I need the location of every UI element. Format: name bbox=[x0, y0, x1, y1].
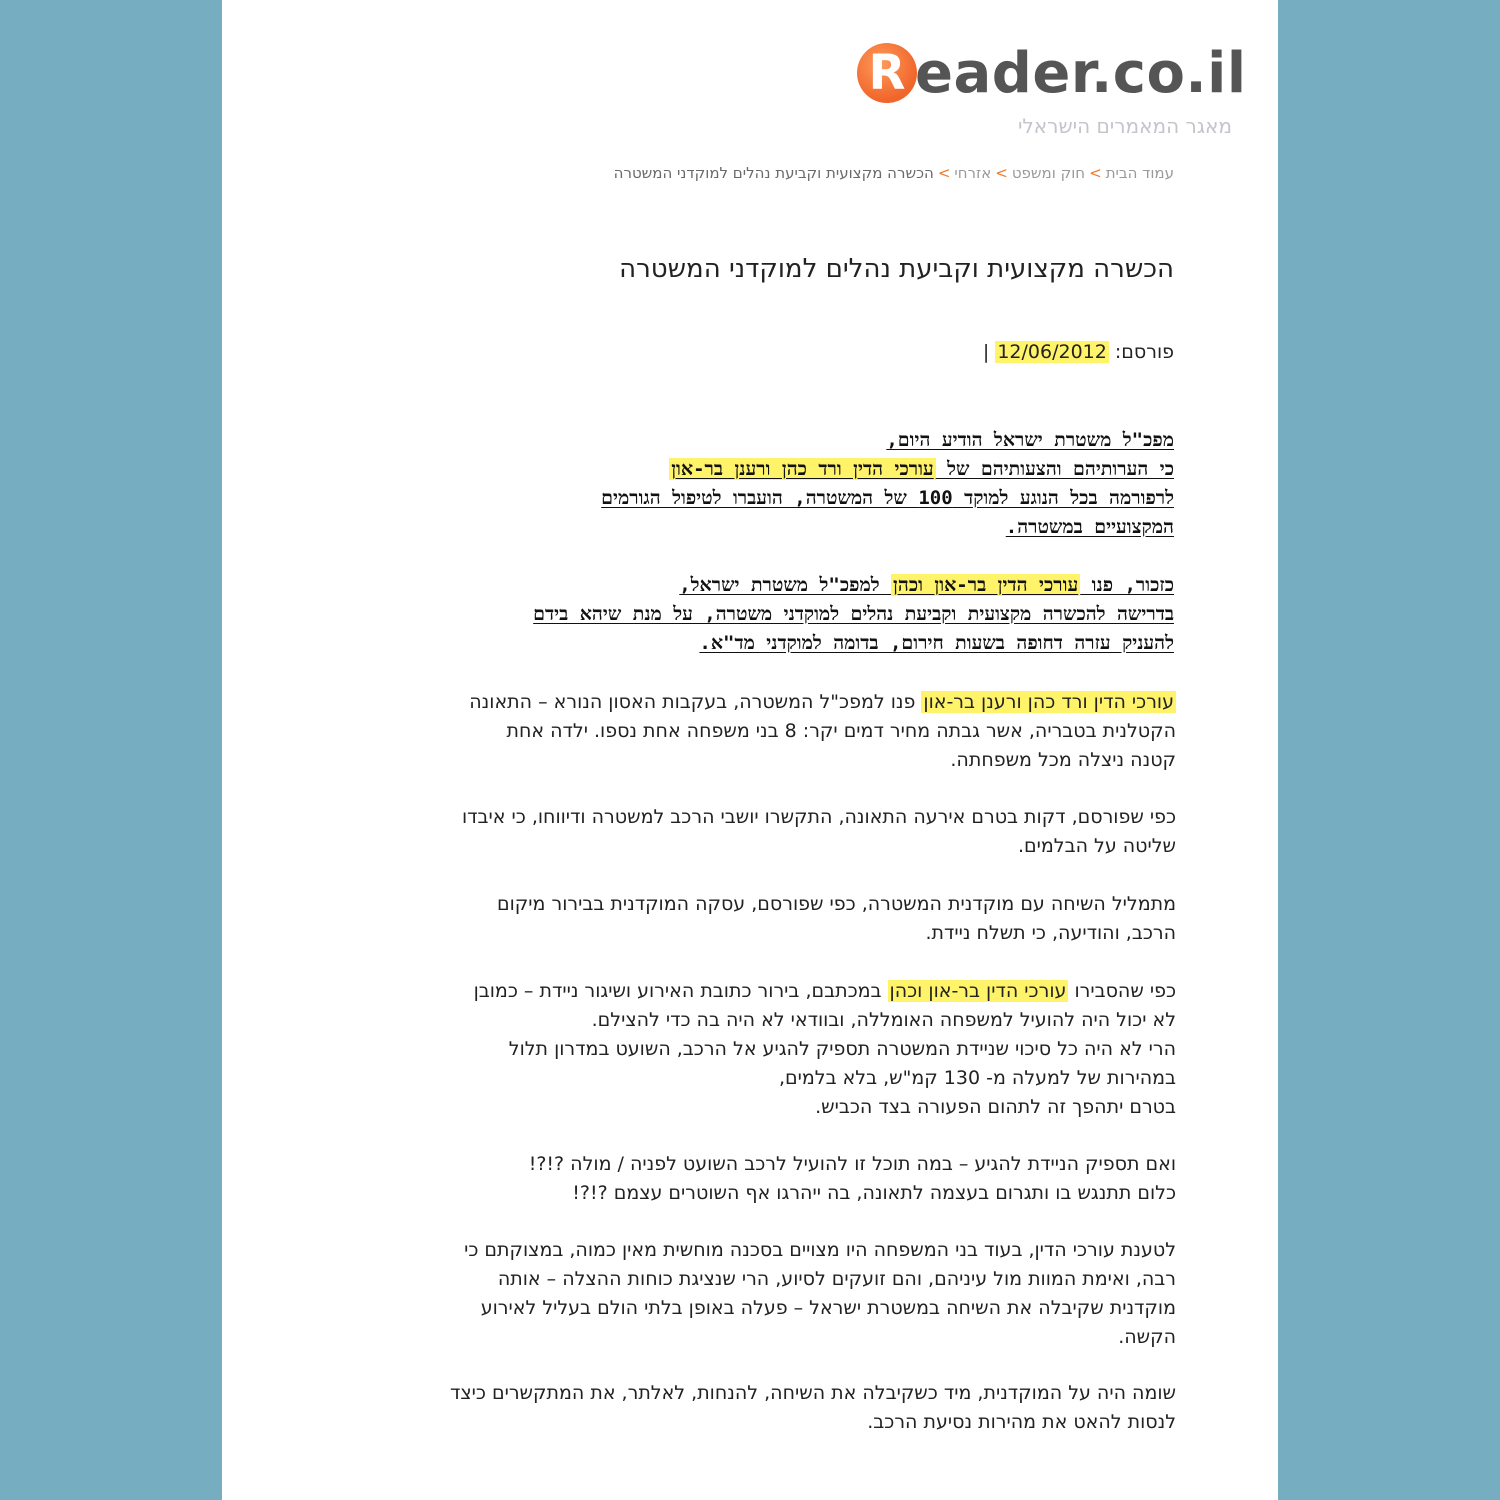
body-paragraph bbox=[296, 1150, 1176, 1208]
logo-text: eader.co.il bbox=[915, 40, 1247, 106]
text-line: קטנה ניצלה מכל משפחתה. bbox=[950, 749, 1176, 771]
text-line: הרי לא היה כל סיכוי שניידת המשטרה תספיק להגיע אל הרכב, השועט במדרון תלול bbox=[508, 1038, 1176, 1060]
text-line: הקטלנית בטבריה, אשר גבתה מחיר דמים יקר: 8 בני משפחה אחת נספו. ילדה אחת bbox=[506, 720, 1176, 742]
page-title: הכשרה מקצועית וקביעת נהלים למוקדני המשטרה bbox=[619, 254, 1174, 284]
body-paragraph bbox=[296, 803, 1176, 861]
text-line: כלום תתנגש בו ותגרום בעצמה לתאונה, בה ייהרגו אף השוטרים עצמם ?!?! bbox=[572, 1182, 1176, 1204]
article-meta bbox=[674, 341, 1174, 363]
text-line: שליטה על הבלמים. bbox=[1017, 835, 1176, 857]
logo-r-icon: R bbox=[857, 43, 917, 103]
text-line: בטרם יתהפך זה לתהום הפעורה בצד הכביש. bbox=[815, 1096, 1176, 1118]
text-line: מפכ"ל משטרת ישראל הודיע היום, bbox=[886, 429, 1174, 451]
text-line: רבה, ואימת המוות מול עיניהם, והם זועקים לסיוע, הרי שנציגת כוחות ההצלה – אותה bbox=[497, 1268, 1176, 1290]
text-line: בדרישה להכשרה מקצועית וקביעת נהלים למוקדני משטרה, על מנת שיהא בידם bbox=[533, 603, 1174, 625]
text-line: להעניק עזרה דחופה בשעות חירום, בדומה למוקדני מד"א. bbox=[699, 632, 1174, 654]
meta-separator: | bbox=[982, 341, 990, 363]
announcement-paragraph bbox=[304, 426, 1174, 542]
published-label: פורסם: bbox=[1114, 341, 1174, 363]
text-line: לרפורמה בכל הנוגע למוקד 100 של המשטרה, הועברו לטיפול הגורמים bbox=[601, 487, 1174, 509]
text-line: לא יכול היה להועיל למשפחה האומללה, ובוודאי לא היה בה כדי להצילם. bbox=[591, 1009, 1176, 1031]
text-line: שומה היה על המוקדנית, מיד כשקיבלה את השיחה, להנחות, לאלתר, את המתקשרים כיצד bbox=[449, 1382, 1176, 1404]
text-line: מתמליל השיחה עם מוקדנית המשטרה, כפי שפורסם, עסקה המוקדנית בבירור מיקום bbox=[497, 893, 1176, 915]
text-line: לטענת עורכי הדין, בעוד בני המשפחה היו מצויים בסכנה מוחשית מאין כמוה, במצוקתם כי bbox=[464, 1239, 1176, 1261]
breadcrumb-separator: > bbox=[937, 164, 951, 182]
text-line: לנסות להאט את מהירות נסיעת הרכב. bbox=[867, 1411, 1176, 1433]
breadcrumb-current: הכשרה מקצועית וקביעת נהלים למוקדני המשטרה bbox=[613, 164, 934, 182]
breadcrumb-home[interactable]: עמוד הבית bbox=[1105, 164, 1174, 182]
breadcrumb bbox=[394, 164, 1174, 182]
text-line: הרכב, והודיעה, כי תשלח ניידת. bbox=[925, 922, 1176, 944]
document-page bbox=[222, 0, 1278, 1500]
text-line: כפי שפורסם, דקות בטרם אירעה התאונה, התקשרו יושבי הרכב למשטרה ודיווחו, כי איבדו bbox=[461, 806, 1176, 828]
text-line: כזכור, פנו עורכי הדין בר-און וכהן למפכ"ל משטרת ישראל, bbox=[679, 574, 1174, 596]
text-line: כי הערותיהם והצעותיהם של עורכי הדין ורד כהן ורענן בר-און bbox=[671, 458, 1174, 480]
text-line: מוקדנית שקיבלה את השיחה במשטרת ישראל – פעלה באופן בלתי הולם בעליל לאירוע bbox=[480, 1297, 1176, 1319]
breadcrumb-civil[interactable]: אזרחי bbox=[954, 164, 992, 182]
body-paragraph bbox=[296, 688, 1176, 775]
site-tagline: מאגר המאמרים הישראלי bbox=[1017, 114, 1232, 138]
breadcrumb-law[interactable]: חוק ומשפט bbox=[1011, 164, 1086, 182]
breadcrumb-separator: > bbox=[995, 164, 1008, 182]
highlighted-names: עורכי הדין ורד כהן ורענן בר-און bbox=[671, 458, 934, 480]
text-line: עורכי הדין ורד כהן ורענן בר-און פנו למפכ"ל המשטרה, בעקבות האסון הנורא – התאונה bbox=[469, 691, 1174, 713]
body-paragraph bbox=[296, 1236, 1176, 1352]
text-line: הקשה. bbox=[1118, 1326, 1176, 1348]
highlighted-names: עורכי הדין בר-און וכהן bbox=[893, 574, 1079, 596]
text-line: כפי שהסבירו עורכי הדין בר-און וכהן במכתבם, בירור כתובת האירוע ושיגור ניידת – כמובן bbox=[473, 980, 1176, 1002]
text-line: המקצועיים במשטרה. bbox=[1005, 516, 1174, 538]
body-paragraph bbox=[296, 1379, 1176, 1437]
breadcrumb-separator: > bbox=[1089, 164, 1102, 182]
text-line: ואם תספיק הניידת להגיע – במה תוכל זו להועיל לרכב השועט לפניה / מולה ?!?! bbox=[528, 1153, 1176, 1175]
highlighted-names: עורכי הדין בר-און וכהן bbox=[889, 980, 1067, 1002]
text-line: במהירות של למעלה מ- 130 קמ"ש, בלא בלמים, bbox=[778, 1067, 1176, 1089]
highlighted-names: עורכי הדין ורד כהן ורענן בר-און bbox=[923, 691, 1174, 713]
reminder-paragraph bbox=[304, 571, 1174, 658]
body-paragraph bbox=[296, 890, 1176, 948]
body-paragraph bbox=[296, 977, 1176, 1122]
site-logo[interactable] bbox=[857, 40, 1247, 106]
published-date: 12/06/2012 bbox=[997, 341, 1107, 363]
